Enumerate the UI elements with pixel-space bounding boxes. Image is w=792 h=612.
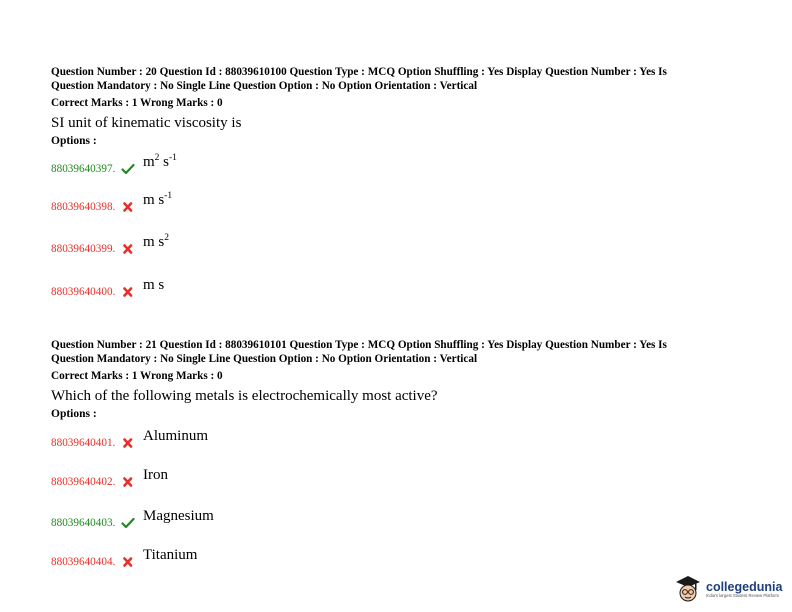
question-meta-line2: Question Mandatory : No Single Line Question Option : No Option Orientation : Vertical	[51, 352, 478, 365]
option-id: 88039640404.	[51, 556, 116, 568]
cross-icon	[121, 475, 135, 487]
option-exponent: -1	[169, 153, 177, 163]
option-id: 88039640400.	[51, 286, 116, 298]
cross-icon	[121, 555, 135, 567]
graduate-mascot-icon	[674, 574, 702, 604]
cross-icon	[121, 200, 135, 212]
cross-icon	[121, 242, 135, 254]
options-label: Options :	[51, 135, 97, 147]
option-text	[143, 508, 214, 525]
options-label: Options :	[51, 408, 97, 420]
option-id: 88039640399.	[51, 243, 116, 255]
option-base-text: m	[143, 154, 155, 170]
question-meta-line1: Question Number : 20 Question Id : 88039610100 Question Type : MCQ Option Shuffling : Yes Display Question Number : Yes Is	[51, 66, 667, 78]
option-text	[143, 277, 164, 294]
option-row	[51, 428, 209, 449]
question-text: SI unit of kinematic viscosity is	[51, 115, 242, 131]
option-text	[143, 154, 177, 171]
option-id: 88039640397.	[51, 163, 116, 175]
option-base-text: Titanium	[143, 547, 198, 563]
option-base-text: Aluminum	[143, 428, 209, 444]
question-meta-line2: Question Mandatory : No Single Line Question Option : No Option Orientation : Vertical	[51, 79, 478, 92]
option-base-text: m s	[143, 277, 165, 293]
option-base-text: s	[159, 154, 170, 170]
option-exponent: 2	[154, 153, 160, 163]
option-id: 88039640401.	[51, 437, 116, 449]
question-text: Which of the following metals is electrochemically most active?	[51, 388, 438, 404]
collegedunia-logo	[674, 572, 790, 606]
question-block-20	[51, 66, 741, 148]
question-meta-line1: Question Number : 21 Question Id : 88039610101 Question Type : MCQ Option Shuffling : Yes Display Question Number : Yes Is	[51, 339, 667, 351]
logo-tagline: India's largest Student Review Platform	[706, 592, 779, 598]
option-text	[143, 192, 172, 209]
cross-icon	[121, 285, 135, 297]
option-base-text: Magnesium	[143, 508, 214, 524]
option-text	[143, 547, 197, 564]
option-base-text: Iron	[143, 467, 168, 483]
check-icon	[121, 516, 135, 528]
option-id: 88039640403.	[51, 517, 116, 529]
option-row	[51, 547, 198, 568]
logo-name: collegedunia	[706, 579, 783, 594]
cross-icon	[121, 436, 135, 448]
option-base-text: m s	[143, 234, 165, 250]
option-base-text: m s	[143, 192, 165, 208]
option-row	[51, 508, 214, 529]
option-row	[51, 277, 165, 298]
question-block-21	[51, 339, 741, 421]
option-id: 88039640402.	[51, 476, 116, 488]
question-marks: Correct Marks : 1 Wrong Marks : 0	[51, 370, 223, 382]
option-row	[51, 153, 177, 175]
option-row	[51, 233, 170, 255]
option-exponent: -1	[164, 191, 173, 201]
question-marks: Correct Marks : 1 Wrong Marks : 0	[51, 97, 223, 109]
option-row	[51, 191, 173, 213]
check-icon	[121, 162, 135, 174]
option-id: 88039640398.	[51, 201, 116, 213]
option-text	[143, 467, 168, 484]
option-exponent: 2	[164, 233, 170, 243]
option-text	[143, 428, 208, 445]
option-row	[51, 467, 168, 488]
option-text	[143, 234, 169, 251]
